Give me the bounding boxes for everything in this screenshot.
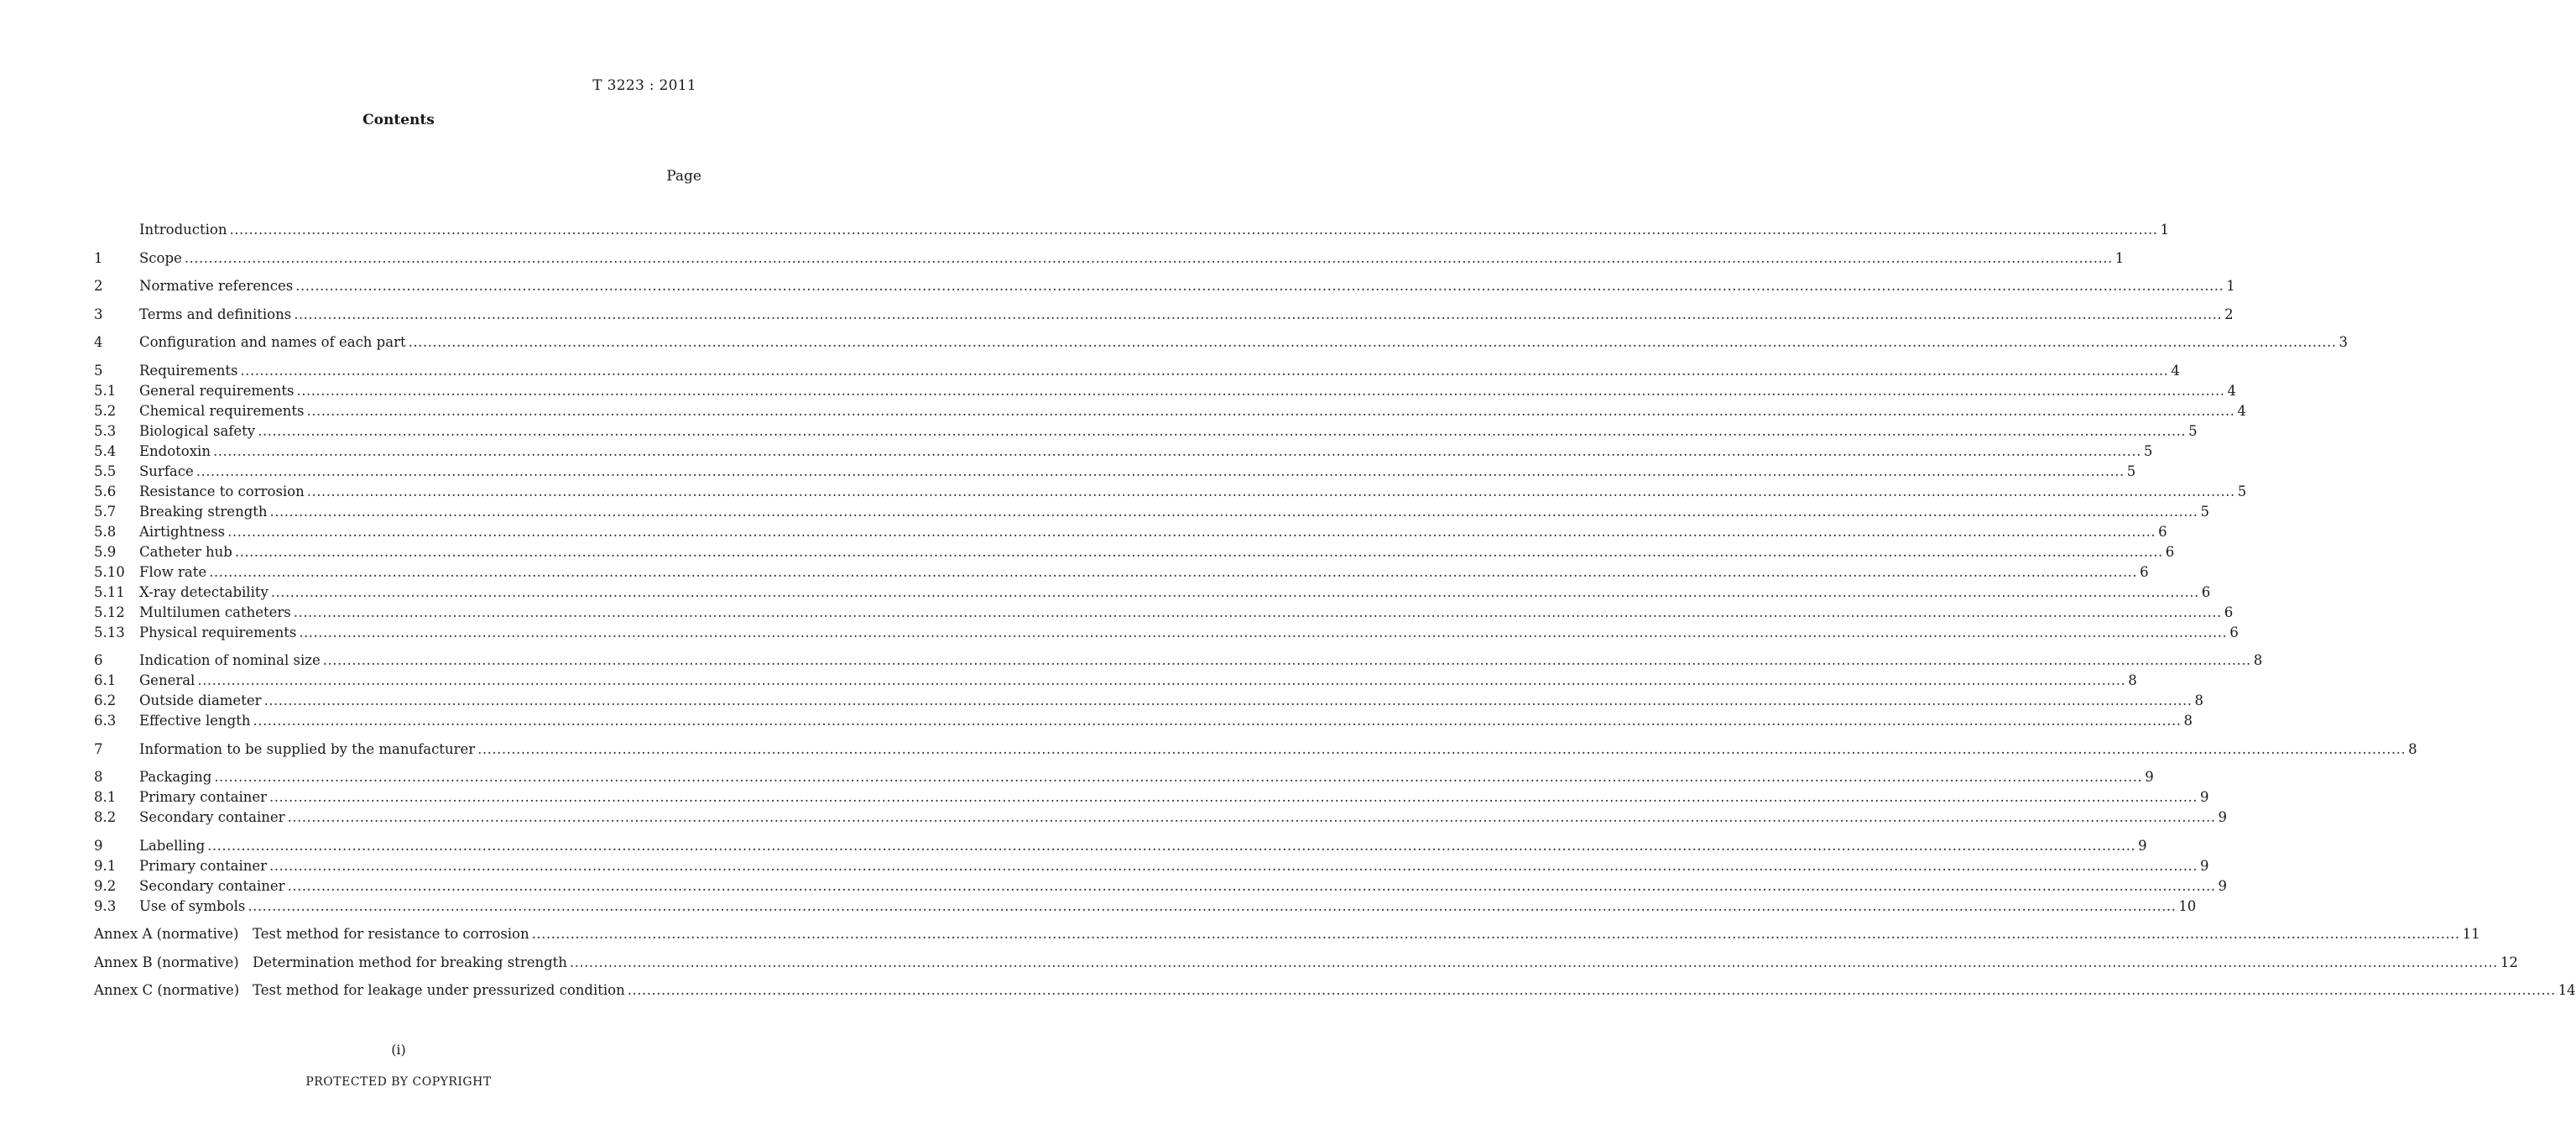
dot-leader: ................................................................................................................................................................................................................................................................................................................................................................................................................: [263, 693, 2193, 708]
toc-entry-number: 5.10: [94, 563, 125, 580]
toc-entry-label: Primary container: [139, 857, 268, 874]
toc-entry-label: Scope: [139, 249, 182, 266]
toc-entry[interactable]: [94, 711, 2193, 731]
annex-entry[interactable]: [94, 924, 2480, 944]
toc-group: [94, 980, 2576, 1001]
toc-group: [94, 836, 2228, 917]
annex-label: Determination method for breaking strength: [253, 954, 567, 970]
toc-entry-page: 4: [2171, 362, 2180, 379]
toc-entry-number: 5.11: [94, 583, 125, 600]
toc-entry-label: General requirements: [139, 382, 295, 399]
toc-entry[interactable]: [94, 442, 2153, 462]
toc-entry[interactable]: [94, 305, 2234, 325]
toc-entry-number: 5.8: [94, 523, 117, 540]
toc-entry-label: Terms and definitions: [139, 306, 292, 322]
toc-entry-page: 5: [2200, 503, 2209, 520]
toc-entry-label: X-ray detectability: [139, 583, 269, 600]
toc-entry[interactable]: [94, 603, 2234, 623]
toc-entry[interactable]: [94, 482, 2247, 502]
toc-entry-number: 5: [94, 362, 103, 379]
dot-leader: ................................................................................................................................................................................................................................................................................................................................................................................................................: [296, 382, 2225, 399]
toc-entry[interactable]: [94, 248, 2125, 269]
dot-leader: ................................................................................................................................................................................................................................................................................................................................................................................................................: [299, 624, 2228, 640]
toc-entry[interactable]: [94, 220, 2169, 240]
dot-leader: ................................................................................................................................................................................................................................................................................................................................................................................................................: [295, 278, 2224, 294]
annex-page: 12: [2500, 954, 2518, 970]
toc-entry-page: 3: [2339, 334, 2349, 350]
toc-entry-number: 9.2: [94, 877, 117, 894]
annex-entry[interactable]: [94, 953, 2518, 973]
document-id: T 3223 : 2011: [592, 77, 696, 94]
toc-group: [94, 767, 2228, 828]
dot-leader: ................................................................................................................................................................................................................................................................................................................................................................................................................: [234, 543, 2163, 560]
toc-entry-number: 9.3: [94, 897, 117, 914]
annex-entry[interactable]: [94, 980, 2576, 1001]
toc-entry-page: 6: [2224, 604, 2234, 620]
toc-entry[interactable]: [94, 502, 2209, 522]
toc-entry-number: 5.13: [94, 624, 125, 640]
toc-entry[interactable]: [94, 623, 2239, 643]
dot-leader: ................................................................................................................................................................................................................................................................................................................................................................................................................: [212, 442, 2141, 459]
dot-leader: ................................................................................................................................................................................................................................................................................................................................................................................................................: [197, 672, 2126, 688]
toc-group: [94, 740, 2417, 760]
toc-entry-number: 7: [94, 740, 103, 757]
toc-entry-label: General: [139, 672, 196, 688]
annex-label: Test method for leakage under pressurized condition: [253, 982, 625, 998]
toc-entry[interactable]: [94, 740, 2417, 760]
toc-entry-label: Chemical requirements: [139, 402, 305, 419]
toc-entry-page: 9: [2199, 857, 2209, 874]
toc-entry-label: Information to be supplied by the manufacturer: [139, 740, 476, 757]
toc-entry-number: 6: [94, 652, 103, 668]
toc-entry-page: 4: [2227, 382, 2236, 399]
toc-entry[interactable]: [94, 876, 2228, 896]
toc-entry-page: 6: [2201, 583, 2211, 600]
toc-group: [94, 651, 2263, 731]
toc-entry-label: Labelling: [139, 837, 206, 854]
dot-leader: ................................................................................................................................................................................................................................................................................................................................................................................................................: [569, 954, 2498, 970]
toc-entry-number: 8.2: [94, 809, 117, 825]
toc-entry-number: 5.9: [94, 543, 117, 560]
toc-entry-page: 9: [2218, 877, 2228, 894]
dot-leader: ................................................................................................................................................................................................................................................................................................................................................................................................................: [227, 523, 2156, 540]
toc-entry-label: Surface: [139, 463, 194, 479]
toc-entry[interactable]: [94, 332, 2349, 353]
toc-entry[interactable]: [94, 691, 2203, 711]
toc-entry-number: 5.5: [94, 463, 117, 479]
toc-entry-page: 1: [2226, 278, 2235, 294]
toc-entry-number: 6.2: [94, 693, 117, 708]
toc-entry-number: 8: [94, 769, 103, 785]
toc-group: [94, 248, 2125, 269]
toc-entry-label: Physical requirements: [139, 624, 297, 640]
toc-group: [94, 924, 2480, 944]
dot-leader: ................................................................................................................................................................................................................................................................................................................................................................................................................: [207, 837, 2136, 854]
annex-page: 14: [2558, 982, 2576, 998]
annex-page: 11: [2462, 926, 2480, 942]
toc-entry-label: Normative references: [139, 278, 294, 294]
toc-entry-number: 5.12: [94, 604, 125, 620]
toc-entry-page: 2: [2224, 306, 2234, 322]
dot-leader: ................................................................................................................................................................................................................................................................................................................................................................................................................: [270, 583, 2199, 600]
table-of-contents: [94, 220, 2576, 1009]
toc-entry[interactable]: [94, 542, 2175, 562]
toc-entry[interactable]: [94, 856, 2209, 876]
toc-entry-page: 8: [2253, 652, 2263, 668]
toc-entry[interactable]: [94, 401, 2246, 421]
dot-leader: ................................................................................................................................................................................................................................................................................................................................................................................................................: [627, 982, 2556, 998]
toc-entry-page: 6: [2229, 624, 2239, 640]
toc-entry-page: 1: [2115, 249, 2125, 266]
annex-tag: Annex B (normative): [94, 954, 239, 970]
toc-entry-number: 5.2: [94, 402, 117, 419]
toc-group: [94, 305, 2234, 325]
toc-entry-label: Indication of nominal size: [139, 652, 321, 668]
toc-entry-number: 2: [94, 278, 103, 294]
toc-entry-label: Catheter hub: [139, 543, 232, 560]
toc-entry-page: 10: [2178, 897, 2197, 914]
toc-entry-page: 6: [2165, 543, 2175, 560]
toc-entry[interactable]: [94, 522, 2167, 542]
annex-tag: Annex A (normative): [94, 926, 239, 942]
toc-entry[interactable]: [94, 421, 2198, 442]
toc-entry[interactable]: [94, 808, 2228, 828]
annex-label: Test method for resistance to corrosion: [253, 926, 529, 942]
dot-leader: ................................................................................................................................................................................................................................................................................................................................................................................................................: [248, 897, 2177, 914]
dot-leader: ................................................................................................................................................................................................................................................................................................................................................................................................................: [258, 422, 2187, 439]
toc-entry-number: 5.3: [94, 422, 117, 439]
toc-entry-label: Requirements: [139, 362, 238, 379]
toc-entry[interactable]: [94, 651, 2263, 671]
dot-leader: ................................................................................................................................................................................................................................................................................................................................................................................................................: [269, 503, 2198, 520]
toc-entry-page: 8: [2194, 693, 2203, 708]
toc-entry[interactable]: [94, 276, 2235, 296]
toc-entry-page: 9: [2145, 769, 2154, 785]
toc-entry-label: Endotoxin: [139, 442, 211, 459]
toc-entry-page: 9: [2138, 837, 2147, 854]
dot-leader: ................................................................................................................................................................................................................................................................................................................................................................................................................: [269, 789, 2198, 805]
toc-group: [94, 953, 2518, 973]
toc-entry-label: Secondary container: [139, 877, 285, 894]
dot-leader: ................................................................................................................................................................................................................................................................................................................................................................................................................: [269, 857, 2198, 874]
toc-entry[interactable]: [94, 787, 2209, 808]
toc-entry-label: Biological safety: [139, 422, 256, 439]
toc-entry[interactable]: [94, 381, 2236, 401]
toc-entry-page: 9: [2199, 789, 2209, 805]
dot-leader: ................................................................................................................................................................................................................................................................................................................................................................................................................: [477, 740, 2407, 757]
toc-entry-number: 5.4: [94, 442, 117, 459]
copyright-notice: PROTECTED BY COPYRIGHT: [305, 1075, 492, 1089]
toc-group: [94, 276, 2235, 296]
toc-entry[interactable]: [94, 896, 2197, 917]
toc-entry-number: 9.1: [94, 857, 117, 874]
page-number: (i): [391, 1042, 406, 1058]
toc-entry-page: 5: [2143, 442, 2153, 459]
toc-entry-number: 5.7: [94, 503, 117, 520]
toc-entry-number: 6.3: [94, 713, 117, 729]
toc-group: [94, 220, 2169, 240]
toc-entry-label: Secondary container: [139, 809, 285, 825]
dot-leader: ................................................................................................................................................................................................................................................................................................................................................................................................................: [306, 402, 2235, 419]
toc-entry-number: 5.6: [94, 483, 117, 499]
toc-entry[interactable]: [94, 361, 2180, 381]
dot-leader: ................................................................................................................................................................................................................................................................................................................................................................................................................: [287, 809, 2216, 825]
dot-leader: ................................................................................................................................................................................................................................................................................................................................................................................................................: [240, 362, 2169, 379]
toc-entry-label: Breaking strength: [139, 503, 268, 520]
dot-leader: ................................................................................................................................................................................................................................................................................................................................................................................................................: [209, 563, 2138, 580]
toc-entry-number: 6.1: [94, 672, 117, 688]
toc-entry[interactable]: [94, 671, 2137, 691]
toc-entry-label: Airtightness: [139, 523, 226, 540]
page-column-label: Page: [666, 168, 701, 185]
toc-entry-label: Configuration and names of each part: [139, 334, 406, 350]
toc-entry-page: 5: [2188, 422, 2198, 439]
dot-leader: ................................................................................................................................................................................................................................................................................................................................................................................................................: [184, 249, 2113, 266]
dot-leader: ................................................................................................................................................................................................................................................................................................................................................................................................................: [294, 306, 2223, 322]
toc-entry-number: 8.1: [94, 789, 117, 805]
toc-entry-page: 1: [2160, 222, 2169, 238]
page-title: Contents: [362, 112, 435, 128]
toc-entry-number: 1: [94, 249, 103, 266]
toc-entry-label: Outside diameter: [139, 693, 262, 708]
toc-entry-label: Introduction: [139, 222, 227, 238]
toc-entry-label: Multilumen catheters: [139, 604, 291, 620]
dot-leader: ................................................................................................................................................................................................................................................................................................................................................................................................................: [408, 334, 2337, 350]
dot-leader: ................................................................................................................................................................................................................................................................................................................................................................................................................: [531, 926, 2460, 942]
toc-entry-page: 4: [2237, 402, 2246, 419]
dot-leader: ................................................................................................................................................................................................................................................................................................................................................................................................................: [306, 483, 2235, 499]
toc-entry-page: 8: [2183, 713, 2193, 729]
toc-entry-page: 6: [2158, 523, 2167, 540]
toc-group: [94, 332, 2349, 353]
dot-leader: ................................................................................................................................................................................................................................................................................................................................................................................................................: [229, 222, 2158, 238]
toc-entry[interactable]: [94, 836, 2147, 856]
toc-entry-number: 3: [94, 306, 103, 322]
toc-entry-page: 5: [2237, 483, 2247, 499]
toc-entry[interactable]: [94, 462, 2136, 482]
toc-entry-number: 9: [94, 837, 103, 854]
dot-leader: ................................................................................................................................................................................................................................................................................................................................................................................................................: [196, 463, 2125, 479]
toc-entry-page: 5: [2126, 463, 2136, 479]
toc-entry-label: Use of symbols: [139, 897, 246, 914]
toc-entry-label: Primary container: [139, 789, 268, 805]
dot-leader: ................................................................................................................................................................................................................................................................................................................................................................................................................: [322, 652, 2251, 668]
dot-leader: ................................................................................................................................................................................................................................................................................................................................................................................................................: [293, 604, 2222, 620]
dot-leader: ................................................................................................................................................................................................................................................................................................................................................................................................................: [287, 877, 2216, 894]
toc-group: [94, 361, 2247, 643]
toc-entry[interactable]: [94, 583, 2211, 603]
toc-entry-number: 5.1: [94, 382, 117, 399]
toc-entry-label: Resistance to corrosion: [139, 483, 305, 499]
toc-entry[interactable]: [94, 767, 2154, 787]
toc-entry-page: 8: [2128, 672, 2137, 688]
toc-entry[interactable]: [94, 562, 2149, 583]
toc-entry-number: 4: [94, 334, 103, 350]
toc-entry-label: Flow rate: [139, 563, 207, 580]
dot-leader: ................................................................................................................................................................................................................................................................................................................................................................................................................: [214, 769, 2143, 785]
toc-entry-page: 8: [2408, 740, 2417, 757]
annex-tag: Annex C (normative): [94, 982, 240, 998]
toc-entry-page: 9: [2218, 809, 2228, 825]
dot-leader: ................................................................................................................................................................................................................................................................................................................................................................................................................: [253, 713, 2182, 729]
toc-entry-label: Packaging: [139, 769, 212, 785]
toc-entry-page: 6: [2140, 563, 2149, 580]
toc-entry-label: Effective length: [139, 713, 251, 729]
